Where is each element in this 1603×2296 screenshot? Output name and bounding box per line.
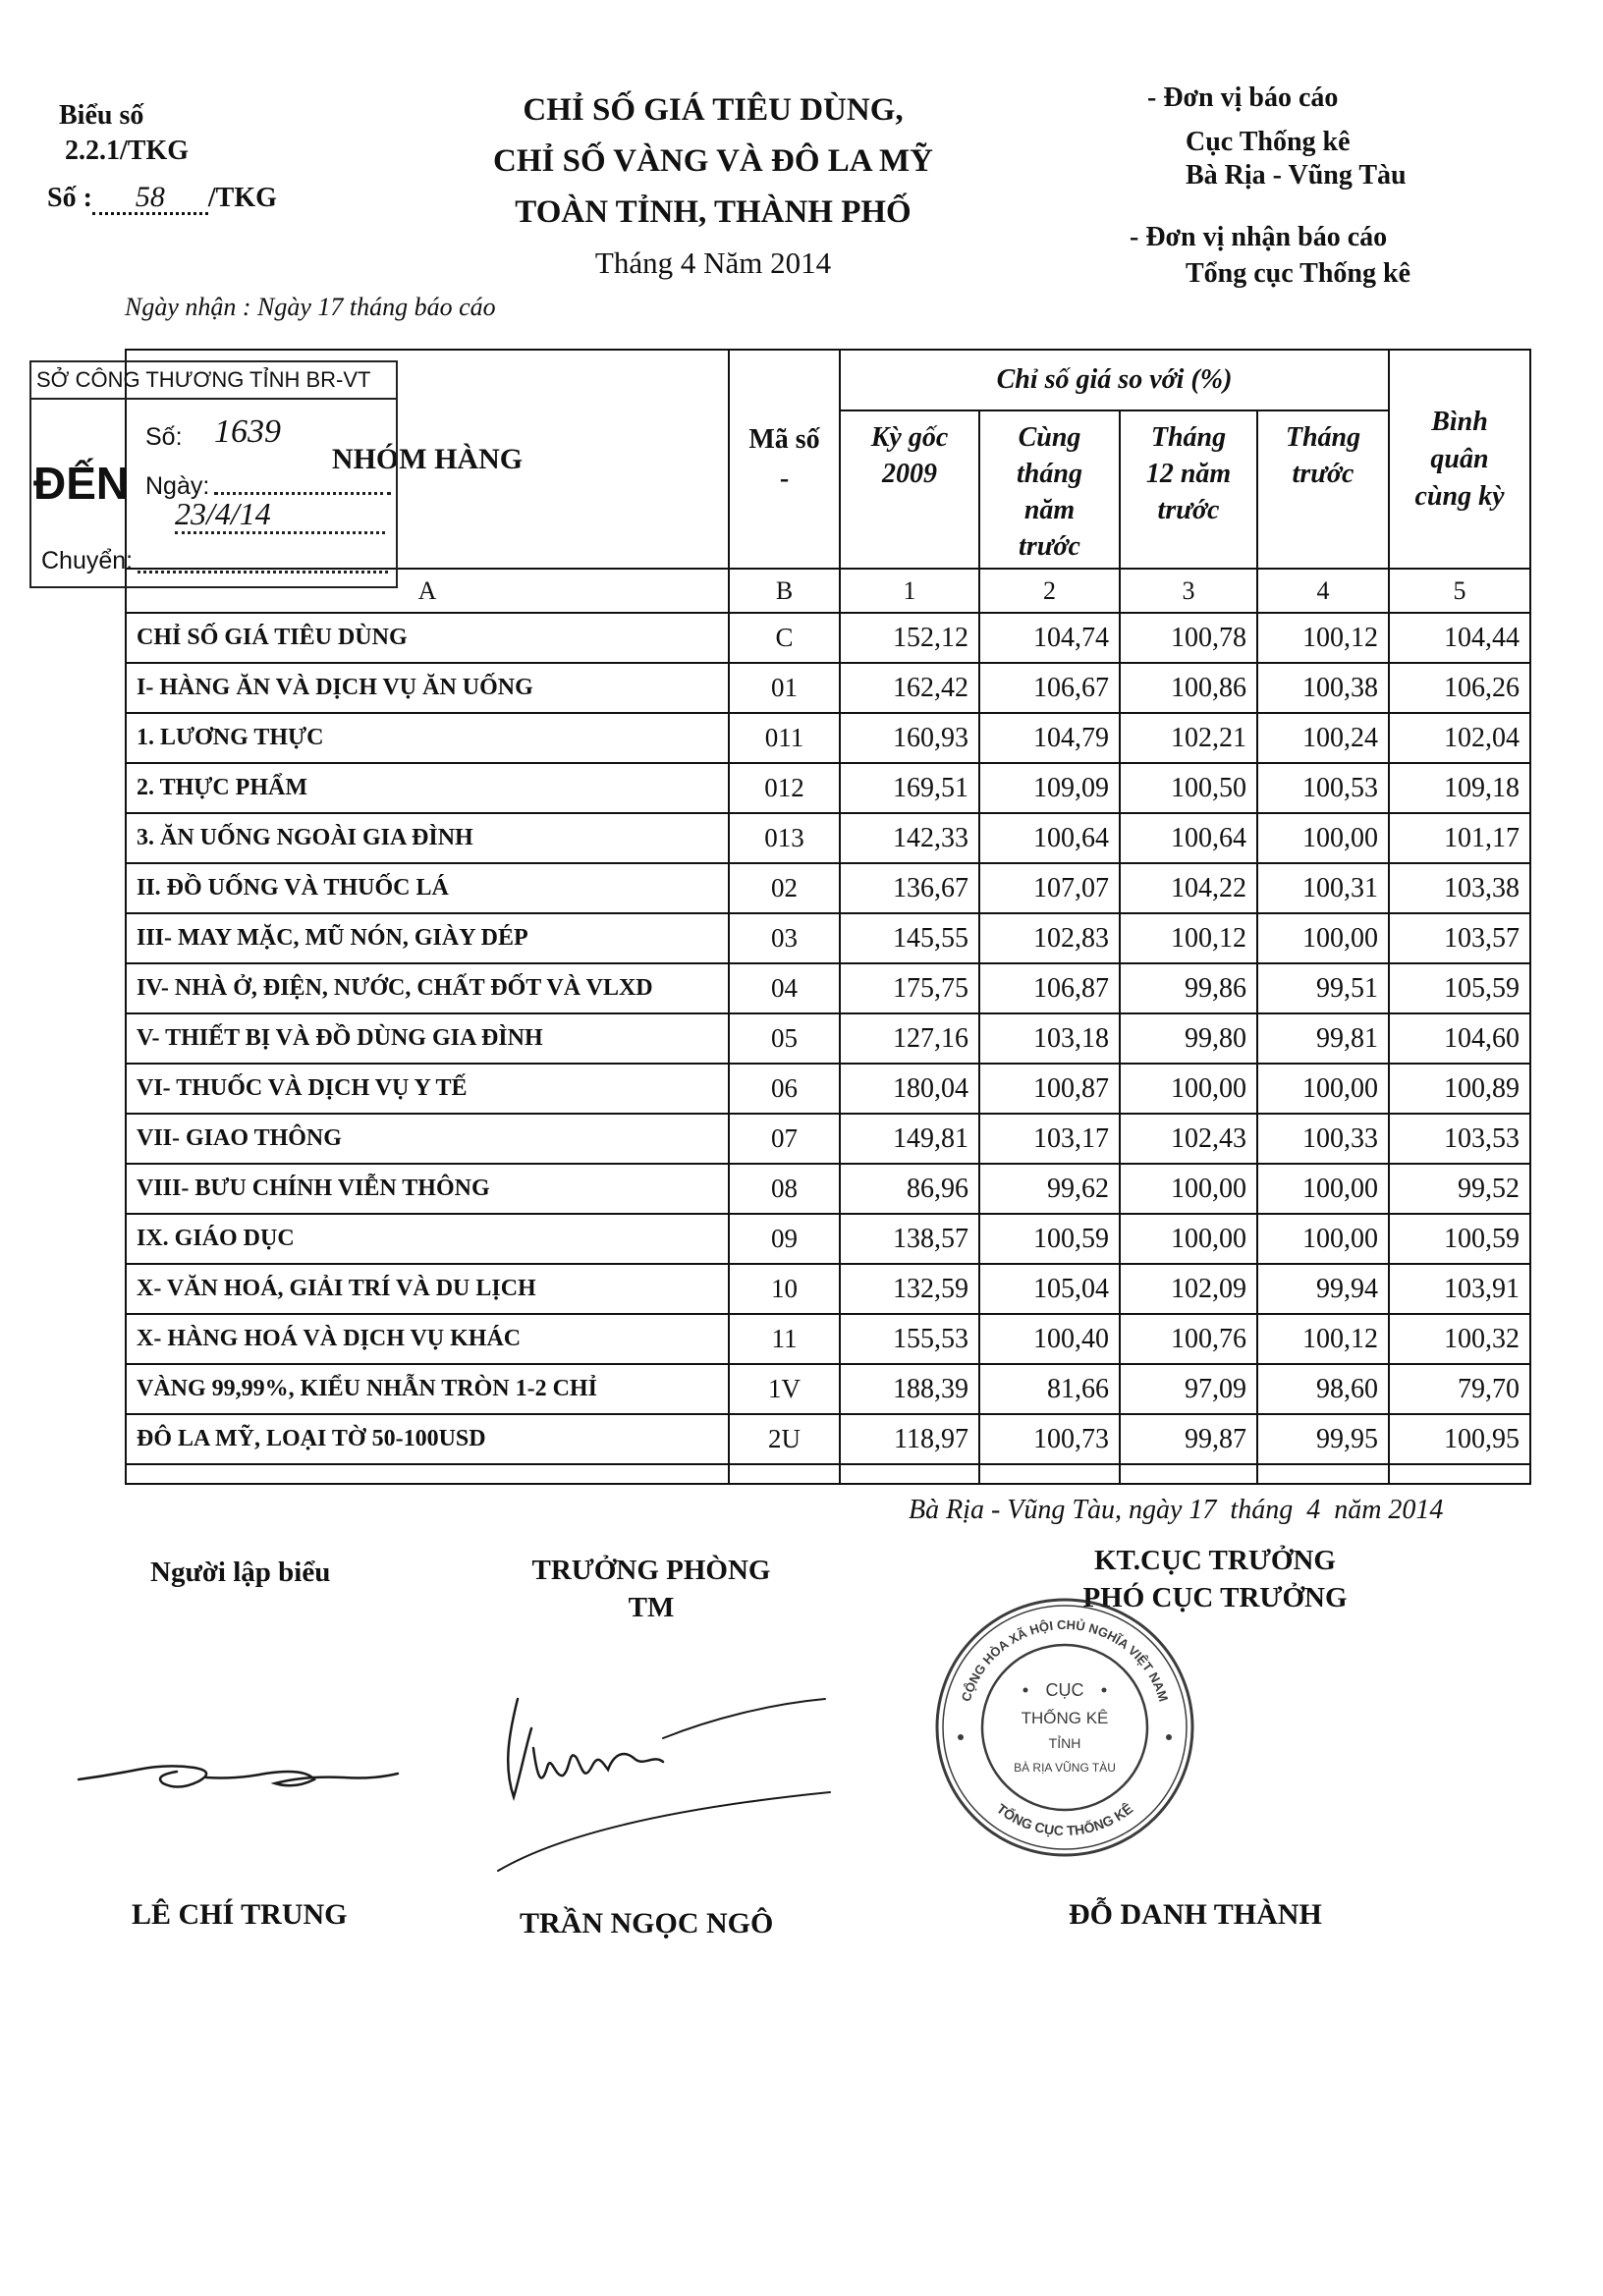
value-vs-previous-month: 99,94 bbox=[1257, 1264, 1389, 1314]
table-row bbox=[126, 813, 1530, 863]
value-vs-december-prev-year: 97,09 bbox=[1120, 1364, 1257, 1414]
value-vs-same-month-prev-year: 99,62 bbox=[979, 1164, 1120, 1214]
empty-cell bbox=[1389, 1464, 1530, 1484]
title-line-1: CHỈ SỐ GIÁ TIÊU DÙNG, bbox=[523, 92, 904, 128]
value-average-same-period: 109,18 bbox=[1389, 763, 1530, 813]
value-vs-base-2009: 152,12 bbox=[840, 613, 979, 663]
value-vs-same-month-prev-year: 107,07 bbox=[979, 863, 1120, 913]
header-december-line: Tháng bbox=[1150, 422, 1227, 453]
value-vs-previous-month: 100,24 bbox=[1257, 713, 1389, 763]
seal-outer-ring bbox=[937, 1600, 1192, 1855]
value-vs-previous-month: 99,95 bbox=[1257, 1414, 1389, 1464]
value-vs-base-2009: 169,51 bbox=[840, 763, 979, 813]
row-code-cell: 08 bbox=[729, 1164, 840, 1214]
row-label-cell: VIII- BƯU CHÍNH VIỄN THÔNG bbox=[126, 1164, 729, 1214]
receiving-unit-name: Tổng cục Thống kê bbox=[1186, 258, 1410, 289]
value-vs-december-prev-year: 100,00 bbox=[1120, 1164, 1257, 1214]
value-average-same-period: 103,57 bbox=[1389, 913, 1530, 963]
row-label-cell: 3. ĂN UỐNG NGOÀI GIA ĐÌNH bbox=[126, 813, 729, 863]
value-vs-previous-month: 100,00 bbox=[1257, 1064, 1389, 1114]
value-vs-previous-month: 100,00 bbox=[1257, 1214, 1389, 1264]
signature-stroke bbox=[508, 1699, 531, 1797]
seal-ring-bottom-path: TỔNG CỤC THỐNG KÊ bbox=[993, 1800, 1136, 1839]
form-label: Biểu số bbox=[59, 100, 144, 131]
row-code-cell: 07 bbox=[729, 1114, 840, 1164]
stamp-organization: SỞ CÔNG THƯƠNG TỈNH BR-VT bbox=[31, 362, 396, 400]
value-vs-same-month-prev-year: 100,87 bbox=[979, 1064, 1120, 1114]
header-same-month-prev-year bbox=[979, 410, 1120, 569]
seal-center-line-3: TỈNH bbox=[1048, 1735, 1081, 1751]
signature-stroke bbox=[498, 1792, 830, 1871]
header-average-line: Bình bbox=[1431, 406, 1488, 437]
header-base-line: Kỳ gốc bbox=[870, 422, 949, 453]
value-vs-december-prev-year: 100,86 bbox=[1120, 663, 1257, 713]
header-code bbox=[729, 350, 840, 569]
header-december-line: 12 năm bbox=[1145, 459, 1232, 489]
header-base-line: 2009 bbox=[882, 459, 937, 489]
column-letter: 5 bbox=[1389, 569, 1530, 613]
value-vs-previous-month: 100,33 bbox=[1257, 1114, 1389, 1164]
signature-stroke bbox=[206, 1772, 398, 1785]
signature-stroke bbox=[79, 1766, 206, 1786]
value-vs-previous-month: 99,81 bbox=[1257, 1013, 1389, 1064]
column-letter: 4 bbox=[1257, 569, 1389, 613]
value-vs-same-month-prev-year: 106,87 bbox=[979, 963, 1120, 1013]
value-vs-base-2009: 149,81 bbox=[840, 1114, 979, 1164]
value-vs-december-prev-year: 100,50 bbox=[1120, 763, 1257, 813]
value-vs-december-prev-year: 100,00 bbox=[1120, 1064, 1257, 1114]
value-vs-same-month-prev-year: 103,18 bbox=[979, 1013, 1120, 1064]
value-vs-previous-month: 98,60 bbox=[1257, 1364, 1389, 1414]
header-same-month-line: tháng bbox=[1017, 459, 1082, 489]
form-number bbox=[47, 183, 277, 215]
empty-cell bbox=[1120, 1464, 1257, 1484]
value-average-same-period: 104,44 bbox=[1389, 613, 1530, 663]
value-vs-same-month-prev-year: 100,73 bbox=[979, 1414, 1120, 1464]
value-vs-same-month-prev-year: 100,40 bbox=[979, 1314, 1120, 1364]
value-vs-december-prev-year: 104,22 bbox=[1120, 863, 1257, 913]
value-vs-base-2009: 138,57 bbox=[840, 1214, 979, 1264]
value-vs-base-2009: 155,53 bbox=[840, 1314, 979, 1364]
seal-ring-bottom-text bbox=[994, 1800, 1135, 1839]
form-number-label: Số : bbox=[47, 183, 92, 213]
table-row bbox=[126, 1114, 1530, 1164]
value-vs-previous-month: 100,00 bbox=[1257, 1164, 1389, 1214]
row-label-cell: CHỈ SỐ GIÁ TIÊU DÙNG bbox=[126, 613, 729, 663]
row-code-cell: 1V bbox=[729, 1364, 840, 1414]
signature-preparer bbox=[69, 1719, 403, 1817]
value-vs-same-month-prev-year: 104,79 bbox=[979, 713, 1120, 763]
value-vs-december-prev-year: 100,00 bbox=[1120, 1214, 1257, 1264]
report-title bbox=[409, 84, 1018, 289]
table-row bbox=[126, 1164, 1530, 1214]
value-vs-same-month-prev-year: 81,66 bbox=[979, 1364, 1120, 1414]
header-previous-month bbox=[1257, 410, 1389, 569]
value-vs-base-2009: 162,42 bbox=[840, 663, 979, 713]
signature-stroke bbox=[533, 1748, 663, 1777]
row-label-cell: I- HÀNG ĂN VÀ DỊCH VỤ ĂN UỐNG bbox=[126, 663, 729, 713]
row-label-cell: X- VĂN HOÁ, GIẢI TRÍ VÀ DU LỊCH bbox=[126, 1264, 729, 1314]
form-code: 2.2.1/TKG bbox=[65, 136, 190, 166]
value-vs-december-prev-year: 102,09 bbox=[1120, 1264, 1257, 1314]
seal-dot-left bbox=[1023, 1688, 1028, 1693]
value-vs-previous-month: 100,12 bbox=[1257, 1314, 1389, 1364]
reporting-unit-label: - Đơn vị báo cáo bbox=[1147, 82, 1339, 113]
value-average-same-period: 106,26 bbox=[1389, 663, 1530, 713]
department-head-block bbox=[455, 1552, 848, 1626]
column-letter: B bbox=[729, 569, 840, 613]
row-code-cell: 01 bbox=[729, 663, 840, 713]
table-row bbox=[126, 1064, 1530, 1114]
header-base-2009 bbox=[840, 410, 979, 569]
signature-department-head bbox=[486, 1660, 840, 1886]
seal-center-line-1: CỤC bbox=[1045, 1680, 1084, 1700]
header-same-month-line: Cùng bbox=[1018, 422, 1081, 453]
seal-center-line-2: THỐNG KÊ bbox=[1021, 1709, 1109, 1727]
value-average-same-period: 102,04 bbox=[1389, 713, 1530, 763]
table-row bbox=[126, 963, 1530, 1013]
value-average-same-period: 99,52 bbox=[1389, 1164, 1530, 1214]
row-code-cell: 2U bbox=[729, 1414, 840, 1464]
value-vs-december-prev-year: 99,80 bbox=[1120, 1013, 1257, 1064]
value-vs-base-2009: 188,39 bbox=[840, 1364, 979, 1414]
director-name: ĐỖ DANH THÀNH bbox=[1069, 1898, 1322, 1931]
value-average-same-period: 103,53 bbox=[1389, 1114, 1530, 1164]
row-code-cell: 011 bbox=[729, 713, 840, 763]
row-label-cell: V- THIẾT BỊ VÀ ĐỒ DÙNG GIA ĐÌNH bbox=[126, 1013, 729, 1064]
official-seal bbox=[927, 1590, 1202, 1865]
header-december-prev-year bbox=[1120, 410, 1257, 569]
value-average-same-period: 100,59 bbox=[1389, 1214, 1530, 1264]
stamp-forward-leader bbox=[138, 571, 388, 574]
row-label-cell: 2. THỰC PHẨM bbox=[126, 763, 729, 813]
signature-stroke bbox=[663, 1699, 825, 1738]
row-label-cell: III- MAY MẶC, MŨ NÓN, GIÀY DÉP bbox=[126, 913, 729, 963]
header-prev-month-line: Tháng bbox=[1285, 422, 1361, 453]
header-same-month-line: trước bbox=[1019, 531, 1080, 562]
table-row bbox=[126, 1214, 1530, 1264]
table-row bbox=[126, 1414, 1530, 1464]
seal-ring-top-path: CỘNG HÒA XÃ HỘI CHỦ NGHĨA VIỆT NAM bbox=[958, 1616, 1172, 1704]
row-code-cell: C bbox=[729, 613, 840, 663]
stamp-date-label: Ngày: bbox=[145, 472, 210, 500]
table-row bbox=[126, 1264, 1530, 1314]
row-label-cell: VI- THUỐC VÀ DỊCH VỤ Y TẾ bbox=[126, 1064, 729, 1114]
table-row bbox=[126, 613, 1530, 663]
empty-cell bbox=[840, 1464, 979, 1484]
value-vs-previous-month: 100,38 bbox=[1257, 663, 1389, 713]
value-vs-base-2009: 142,33 bbox=[840, 813, 979, 863]
header-december-line: trước bbox=[1157, 495, 1220, 525]
value-vs-december-prev-year: 99,87 bbox=[1120, 1414, 1257, 1464]
table-row bbox=[126, 863, 1530, 913]
row-code-cell: 09 bbox=[729, 1214, 840, 1264]
row-code-cell: 06 bbox=[729, 1064, 840, 1114]
value-average-same-period: 105,59 bbox=[1389, 963, 1530, 1013]
seal-middle-ring bbox=[943, 1606, 1187, 1849]
row-label-cell: X- HÀNG HOÁ VÀ DỊCH VỤ KHÁC bbox=[126, 1314, 729, 1364]
table-row bbox=[126, 663, 1530, 713]
title-line-2: CHỈ SỐ VÀNG VÀ ĐÔ LA MỸ bbox=[493, 143, 933, 179]
value-vs-previous-month: 100,31 bbox=[1257, 863, 1389, 913]
table-row bbox=[126, 713, 1530, 763]
value-vs-base-2009: 160,93 bbox=[840, 713, 979, 763]
received-date-note: Ngày nhận : Ngày 17 tháng báo cáo bbox=[125, 293, 496, 321]
table-row bbox=[126, 913, 1530, 963]
seal-star-right bbox=[1166, 1734, 1172, 1740]
row-label-cell: IV- NHÀ Ở, ĐIỆN, NƯỚC, CHẤT ĐỐT VÀ VLXD bbox=[126, 963, 729, 1013]
row-code-cell: 10 bbox=[729, 1264, 840, 1314]
row-code-cell: 013 bbox=[729, 813, 840, 863]
value-vs-december-prev-year: 100,64 bbox=[1120, 813, 1257, 863]
row-label-cell: IX. GIÁO DỤC bbox=[126, 1214, 729, 1264]
row-label-cell: ĐÔ LA MỸ, LOẠI TỜ 50-100USD bbox=[126, 1414, 729, 1464]
header-compare-title: Chỉ số giá so với (%) bbox=[840, 350, 1389, 410]
value-average-same-period: 100,32 bbox=[1389, 1314, 1530, 1364]
value-vs-previous-month: 99,51 bbox=[1257, 963, 1389, 1013]
value-vs-base-2009: 127,16 bbox=[840, 1013, 979, 1064]
reporting-unit-location: Bà Rịa - Vũng Tàu bbox=[1186, 160, 1407, 191]
value-vs-previous-month: 100,00 bbox=[1257, 813, 1389, 863]
table-closing-row bbox=[126, 1464, 1530, 1484]
empty-cell bbox=[1257, 1464, 1389, 1484]
reporting-unit-name: Cục Thống kê bbox=[1186, 127, 1351, 157]
stamp-number-label: Số: bbox=[145, 423, 183, 451]
stamp-received-word: ĐẾN bbox=[33, 458, 130, 509]
signoff-date-line: Bà Rịa - Vũng Tàu, ngày 17 tháng 4 năm 2014 bbox=[909, 1495, 1444, 1525]
stamp-date-leader bbox=[214, 492, 391, 495]
form-number-value: 58 bbox=[92, 183, 208, 215]
receiving-unit-label: - Đơn vị nhận báo cáo bbox=[1130, 222, 1388, 252]
row-code-cell: 11 bbox=[729, 1314, 840, 1364]
header-code-label: Mã số bbox=[748, 423, 820, 455]
form-number-suffix: /TKG bbox=[207, 183, 277, 213]
value-vs-same-month-prev-year: 100,64 bbox=[979, 813, 1120, 863]
column-letter: 3 bbox=[1120, 569, 1257, 613]
row-code-cell: 05 bbox=[729, 1013, 840, 1064]
table-row bbox=[126, 1364, 1530, 1414]
value-average-same-period: 100,95 bbox=[1389, 1414, 1530, 1464]
value-vs-base-2009: 180,04 bbox=[840, 1064, 979, 1114]
empty-cell bbox=[979, 1464, 1120, 1484]
value-vs-december-prev-year: 99,86 bbox=[1120, 963, 1257, 1013]
value-vs-december-prev-year: 100,76 bbox=[1120, 1314, 1257, 1364]
empty-cell bbox=[729, 1464, 840, 1484]
column-letter: A bbox=[126, 569, 729, 613]
row-code-cell: 012 bbox=[729, 763, 840, 813]
header-code-mark: - bbox=[779, 463, 790, 494]
value-vs-base-2009: 118,97 bbox=[840, 1414, 979, 1464]
row-label-cell: VÀNG 99,99%, KIỂU NHẪN TRÒN 1-2 CHỈ bbox=[126, 1364, 729, 1414]
value-vs-same-month-prev-year: 103,17 bbox=[979, 1114, 1120, 1164]
department-head-name: TRẦN NGỌC NGÔ bbox=[520, 1907, 774, 1940]
stamp-number-handwritten: 1639 bbox=[214, 413, 281, 450]
incoming-document-stamp bbox=[29, 360, 398, 588]
row-label-cell: VII- GIAO THÔNG bbox=[126, 1114, 729, 1164]
value-vs-same-month-prev-year: 109,09 bbox=[979, 763, 1120, 813]
header-same-month-line: năm bbox=[1023, 495, 1076, 525]
column-letter: 2 bbox=[979, 569, 1120, 613]
value-vs-base-2009: 136,67 bbox=[840, 863, 979, 913]
row-code-cell: 04 bbox=[729, 963, 840, 1013]
director-title: KT.CỤC TRƯỞNG bbox=[1094, 1545, 1336, 1576]
seal-inner-ring bbox=[982, 1645, 1147, 1810]
value-average-same-period: 103,38 bbox=[1389, 863, 1530, 913]
value-vs-base-2009: 132,59 bbox=[840, 1264, 979, 1314]
value-vs-same-month-prev-year: 100,59 bbox=[979, 1214, 1120, 1264]
row-label-cell: II. ĐỒ UỐNG VÀ THUỐC LÁ bbox=[126, 863, 729, 913]
preparer-name: LÊ CHÍ TRUNG bbox=[132, 1898, 348, 1931]
header-average-line: quân bbox=[1430, 443, 1489, 474]
value-vs-previous-month: 100,53 bbox=[1257, 763, 1389, 813]
header-average-line: cùng kỳ bbox=[1414, 480, 1505, 512]
header-prev-month-line: trước bbox=[1292, 459, 1354, 489]
director-subtitle: PHÓ CỤC TRƯỞNG bbox=[1082, 1582, 1348, 1613]
value-vs-same-month-prev-year: 104,74 bbox=[979, 613, 1120, 663]
value-vs-previous-month: 100,00 bbox=[1257, 913, 1389, 963]
value-vs-december-prev-year: 102,43 bbox=[1120, 1114, 1257, 1164]
department-head-subtitle: TM bbox=[628, 1592, 675, 1623]
value-vs-december-prev-year: 100,12 bbox=[1120, 913, 1257, 963]
value-vs-same-month-prev-year: 106,67 bbox=[979, 663, 1120, 713]
seal-dot-right bbox=[1102, 1688, 1107, 1693]
header-product-group: NHÓM HÀNG bbox=[126, 350, 729, 569]
value-vs-base-2009: 175,75 bbox=[840, 963, 979, 1013]
value-average-same-period: 104,60 bbox=[1389, 1013, 1530, 1064]
value-vs-december-prev-year: 100,78 bbox=[1120, 613, 1257, 663]
value-vs-same-month-prev-year: 102,83 bbox=[979, 913, 1120, 963]
title-line-3: TOÀN TỈNH, THÀNH PHỐ bbox=[515, 194, 912, 230]
seal-center-line-4: BÀ RỊA VŨNG TÀU bbox=[1014, 1761, 1116, 1775]
row-code-cell: 02 bbox=[729, 863, 840, 913]
value-vs-same-month-prev-year: 105,04 bbox=[979, 1264, 1120, 1314]
stamp-forward-label: Chuyển: bbox=[41, 547, 134, 574]
value-vs-previous-month: 100,12 bbox=[1257, 613, 1389, 663]
seal-star-left bbox=[958, 1734, 964, 1740]
empty-cell bbox=[126, 1464, 729, 1484]
value-vs-december-prev-year: 102,21 bbox=[1120, 713, 1257, 763]
row-label-cell: 1. LƯƠNG THỰC bbox=[126, 713, 729, 763]
value-vs-base-2009: 145,55 bbox=[840, 913, 979, 963]
table-row bbox=[126, 763, 1530, 813]
column-letter: 1 bbox=[840, 569, 979, 613]
header-average-same-period bbox=[1389, 350, 1530, 569]
stamp-date-handwritten: 23/4/14 bbox=[175, 496, 385, 534]
table-row bbox=[126, 1013, 1530, 1064]
department-head-title: TRƯỞNG PHÒNG bbox=[531, 1555, 771, 1586]
value-average-same-period: 103,91 bbox=[1389, 1264, 1530, 1314]
value-vs-base-2009: 86,96 bbox=[840, 1164, 979, 1214]
value-average-same-period: 100,89 bbox=[1389, 1064, 1530, 1114]
row-code-cell: 03 bbox=[729, 913, 840, 963]
preparer-title: Người lập biểu bbox=[150, 1557, 331, 1588]
value-average-same-period: 101,17 bbox=[1389, 813, 1530, 863]
report-period: Tháng 4 Năm 2014 bbox=[594, 246, 832, 280]
table-row bbox=[126, 1314, 1530, 1364]
value-average-same-period: 79,70 bbox=[1389, 1364, 1530, 1414]
